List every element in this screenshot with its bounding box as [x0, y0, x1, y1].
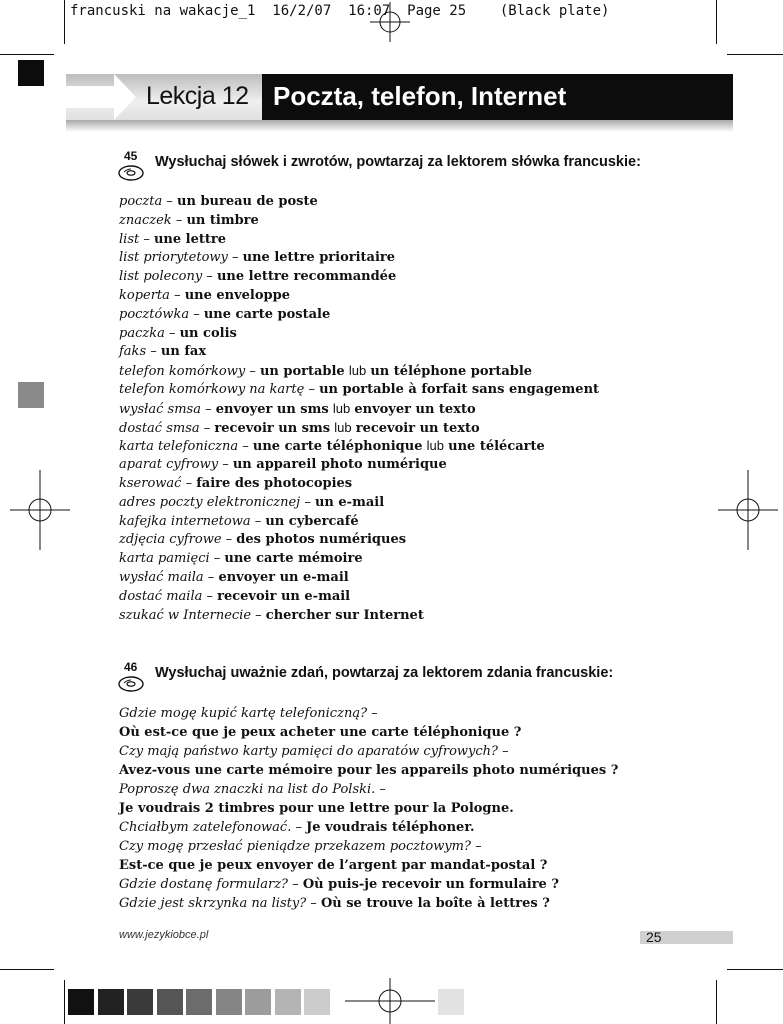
vocab-item: dostać maila – recevoir un e-mail: [119, 588, 351, 604]
french-term: faire des photocopies: [196, 475, 353, 491]
french-term: un fax: [160, 344, 207, 360]
sentence-line: [119, 837, 618, 856]
french-term: un colis: [179, 325, 237, 341]
crop-mark: [0, 969, 54, 970]
vocab-item: paczka – un colis: [119, 325, 237, 341]
sentence-list: [119, 704, 618, 913]
french-term: une enveloppe: [184, 287, 290, 303]
crop-mark: [727, 54, 783, 55]
crop-mark: [0, 54, 54, 55]
french-term-alt: recevoir un texto: [355, 420, 480, 436]
french-sentence: Où se trouve la boîte à lettres ?: [320, 896, 550, 911]
french-term: recevoir un sms: [214, 420, 331, 436]
polish-sentence: Chciałbym zatelefonować. –: [119, 820, 302, 835]
vocab-item: list polecony – une lettre recommandée: [119, 269, 397, 285]
page-number: 25: [646, 929, 662, 945]
french-term: un portable à forfait sans engagement: [319, 381, 600, 397]
vocab-item: karta telefoniczna – une carte téléphonique lub une télécarte: [119, 438, 545, 455]
crop-mark: [716, 980, 717, 1024]
polish-term: znaczek: [119, 212, 172, 228]
lesson-label: Lekcja 12: [146, 82, 249, 110]
color-swatch: [68, 989, 94, 1015]
polish-term: wysłać smsa: [119, 401, 201, 417]
polish-term: list polecony: [119, 269, 203, 285]
french-term: un timbre: [186, 212, 259, 228]
polish-term: karta pamięci: [119, 551, 210, 567]
polish-term: karta telefoniczna: [119, 439, 239, 455]
crop-mark: [716, 0, 717, 44]
polish-term: kserować: [119, 475, 182, 491]
polish-term: pocztówka: [119, 306, 190, 322]
sentence-line: [119, 894, 618, 913]
vocab-item: koperta – une enveloppe: [119, 287, 290, 303]
or-word: lub: [348, 363, 367, 379]
polish-term: wysłać maila: [119, 569, 204, 585]
color-swatch: [127, 989, 153, 1015]
exercise-instruction: Wysłuchaj słówek i zwrotów, powtarzaj za lektorem słówka francuskie:: [155, 154, 641, 170]
vocab-item: dostać smsa – recevoir un sms lub recevoir un texto: [119, 419, 480, 436]
polish-term: telefon komórkowy na kartę: [119, 381, 305, 397]
polish-sentence: Czy mogę przesłać pieniądze przekazem pocztowym? –: [119, 839, 482, 854]
french-sentence: Je voudrais 2 timbres pour une lettre pour la Pologne.: [119, 801, 514, 816]
vocab-item: telefon komórkowy na kartę – un portable à forfait sans engagement: [119, 381, 600, 397]
vocabulary-list: [119, 193, 599, 625]
sentence-line: [119, 799, 618, 818]
vocab-item: kafejka internetowa – un cybercafé: [119, 513, 359, 529]
vocab-item: znaczek – un timbre: [119, 212, 259, 228]
polish-term: aparat cyfrowy: [119, 457, 219, 473]
margin-square: [18, 60, 44, 86]
french-term: une carte mémoire: [224, 551, 363, 567]
sentence-line: [119, 875, 618, 894]
exercise-instruction: Wysłuchaj uważnie zdań, powtarzaj za lektorem zdania francuskie:: [155, 665, 614, 681]
page-title: Poczta, telefon, Internet: [273, 81, 567, 111]
polish-sentence: Gdzie mogę kupić kartę telefoniczną? –: [119, 706, 378, 721]
margin-square: [18, 382, 44, 408]
banner-shadow: [66, 118, 733, 132]
polish-term: kafejka internetowa: [119, 513, 251, 529]
vocab-item: kserować – faire des photocopies: [119, 475, 353, 491]
color-swatch: [438, 989, 464, 1015]
crop-mark: [727, 969, 783, 970]
sentence-line: [119, 723, 618, 742]
color-swatch: [275, 989, 301, 1015]
french-term: une carte téléphonique: [252, 439, 423, 455]
polish-sentence: Gdzie jest skrzynka na listy? –: [119, 896, 317, 911]
polish-term: poczta: [119, 194, 163, 209]
vocab-item: adres poczty elektronicznej – un e-mail: [119, 494, 385, 510]
french-term: une carte postale: [203, 306, 331, 322]
sentence-line: [119, 780, 618, 799]
vocab-item: pocztówka – une carte postale: [119, 306, 331, 322]
french-term: un appareil photo numérique: [232, 457, 447, 473]
french-sentence: Je voudrais téléphoner.: [306, 820, 475, 835]
or-word: lub: [426, 438, 444, 454]
polish-term: dostać smsa: [119, 420, 200, 436]
vocab-item: wysłać smsa – envoyer un sms lub envoyer un texto: [119, 400, 476, 417]
french-term: une lettre prioritaire: [242, 250, 396, 266]
polish-term: faks: [119, 344, 147, 360]
polish-sentence: Gdzie dostanę formularz? –: [119, 877, 299, 892]
polish-term: telefon komórkowy: [119, 364, 246, 380]
french-term: envoyer un sms: [215, 401, 329, 417]
vocab-item: szukać w Internecie – chercher sur Internet: [119, 607, 424, 623]
vocab-item: aparat cyfrowy – un appareil photo numérique: [119, 457, 447, 473]
vocab-item: faks – un fax: [119, 344, 207, 360]
track-number: 45: [124, 149, 138, 163]
vocab-item: zdjęcia cyfrowe – des photos numériques: [119, 532, 407, 548]
polish-term: paczka: [119, 325, 165, 341]
crop-mark: [64, 980, 65, 1024]
french-sentence: Où puis-je recevoir un formulaire ?: [302, 877, 559, 892]
polish-term: list: [119, 231, 140, 247]
french-term: une lettre: [153, 231, 227, 247]
audio-cd-icon: [117, 160, 147, 182]
vocab-item: telefon komórkowy – un portable lub un téléphone portable: [119, 363, 533, 380]
track-number: 46: [124, 660, 138, 674]
color-swatch: [186, 989, 212, 1015]
french-term-alt: envoyer un texto: [354, 401, 476, 417]
french-term: un e-mail: [314, 494, 385, 510]
color-swatch: [245, 989, 271, 1015]
vocab-item: wysłać maila – envoyer un e-mail: [119, 569, 349, 585]
printer-slug: francuski na wakacje_1 16/2/07 16:07 Page 25 (Black plate): [70, 3, 610, 19]
french-term-alt: un téléphone portable: [370, 364, 533, 380]
color-swatch: [98, 989, 124, 1015]
french-term: une lettre recommandée: [216, 269, 397, 285]
polish-term: dostać maila: [119, 588, 203, 604]
sentence-line: [119, 818, 618, 837]
french-sentence: Est-ce que je peux envoyer de l’argent par mandat-postal ?: [119, 858, 548, 873]
footer-url: www.jezykiobce.pl: [119, 929, 209, 941]
sentence-line: [119, 856, 618, 875]
french-term: envoyer un e-mail: [218, 569, 349, 585]
crop-mark: [64, 0, 65, 44]
french-sentence: Où est-ce que je peux acheter une carte téléphonique ?: [119, 725, 522, 740]
vocab-item: karta pamięci – une carte mémoire: [119, 551, 363, 567]
or-word: lub: [332, 400, 351, 416]
vocab-item: poczta – un bureau de poste: [119, 194, 318, 209]
french-sentence: Avez-vous une carte mémoire pour les appareils photo numériques ?: [119, 763, 619, 778]
color-swatch: [157, 989, 183, 1015]
french-term-alt: une télécarte: [448, 439, 545, 455]
color-swatch: [304, 989, 330, 1015]
polish-term: zdjęcia cyfrowe: [119, 532, 222, 548]
sentence-line: [119, 761, 618, 780]
vocab-item: list – une lettre: [119, 231, 227, 247]
registration-mark-icon: [345, 978, 435, 1024]
polish-term: list priorytetowy: [119, 250, 228, 266]
registration-mark-icon: [718, 470, 778, 550]
audio-cd-icon: [117, 671, 147, 693]
polish-term: adres poczty elektronicznej: [119, 494, 301, 510]
or-word: lub: [334, 419, 352, 435]
sentence-line: [119, 704, 618, 723]
registration-mark-icon: [10, 470, 70, 550]
registration-mark-icon: [370, 2, 410, 42]
polish-term: szukać w Internecie: [119, 607, 252, 623]
polish-term: koperta: [119, 287, 170, 303]
color-swatch: [216, 989, 242, 1015]
french-term: chercher sur Internet: [265, 607, 424, 623]
vocab-item: list priorytetowy – une lettre prioritaire: [119, 250, 396, 266]
french-term: un bureau de poste: [177, 194, 318, 209]
arrow-icon: [66, 70, 146, 124]
french-term: des photos numériques: [236, 532, 407, 548]
french-term: un cybercafé: [265, 513, 359, 529]
polish-sentence: Czy mają państwo karty pamięci do aparatów cyfrowych? –: [119, 744, 509, 759]
french-term: recevoir un e-mail: [217, 588, 351, 604]
sentence-line: [119, 742, 618, 761]
french-term: un portable: [259, 364, 345, 380]
polish-sentence: Poproszę dwa znaczki na list do Polski. –: [119, 782, 386, 797]
